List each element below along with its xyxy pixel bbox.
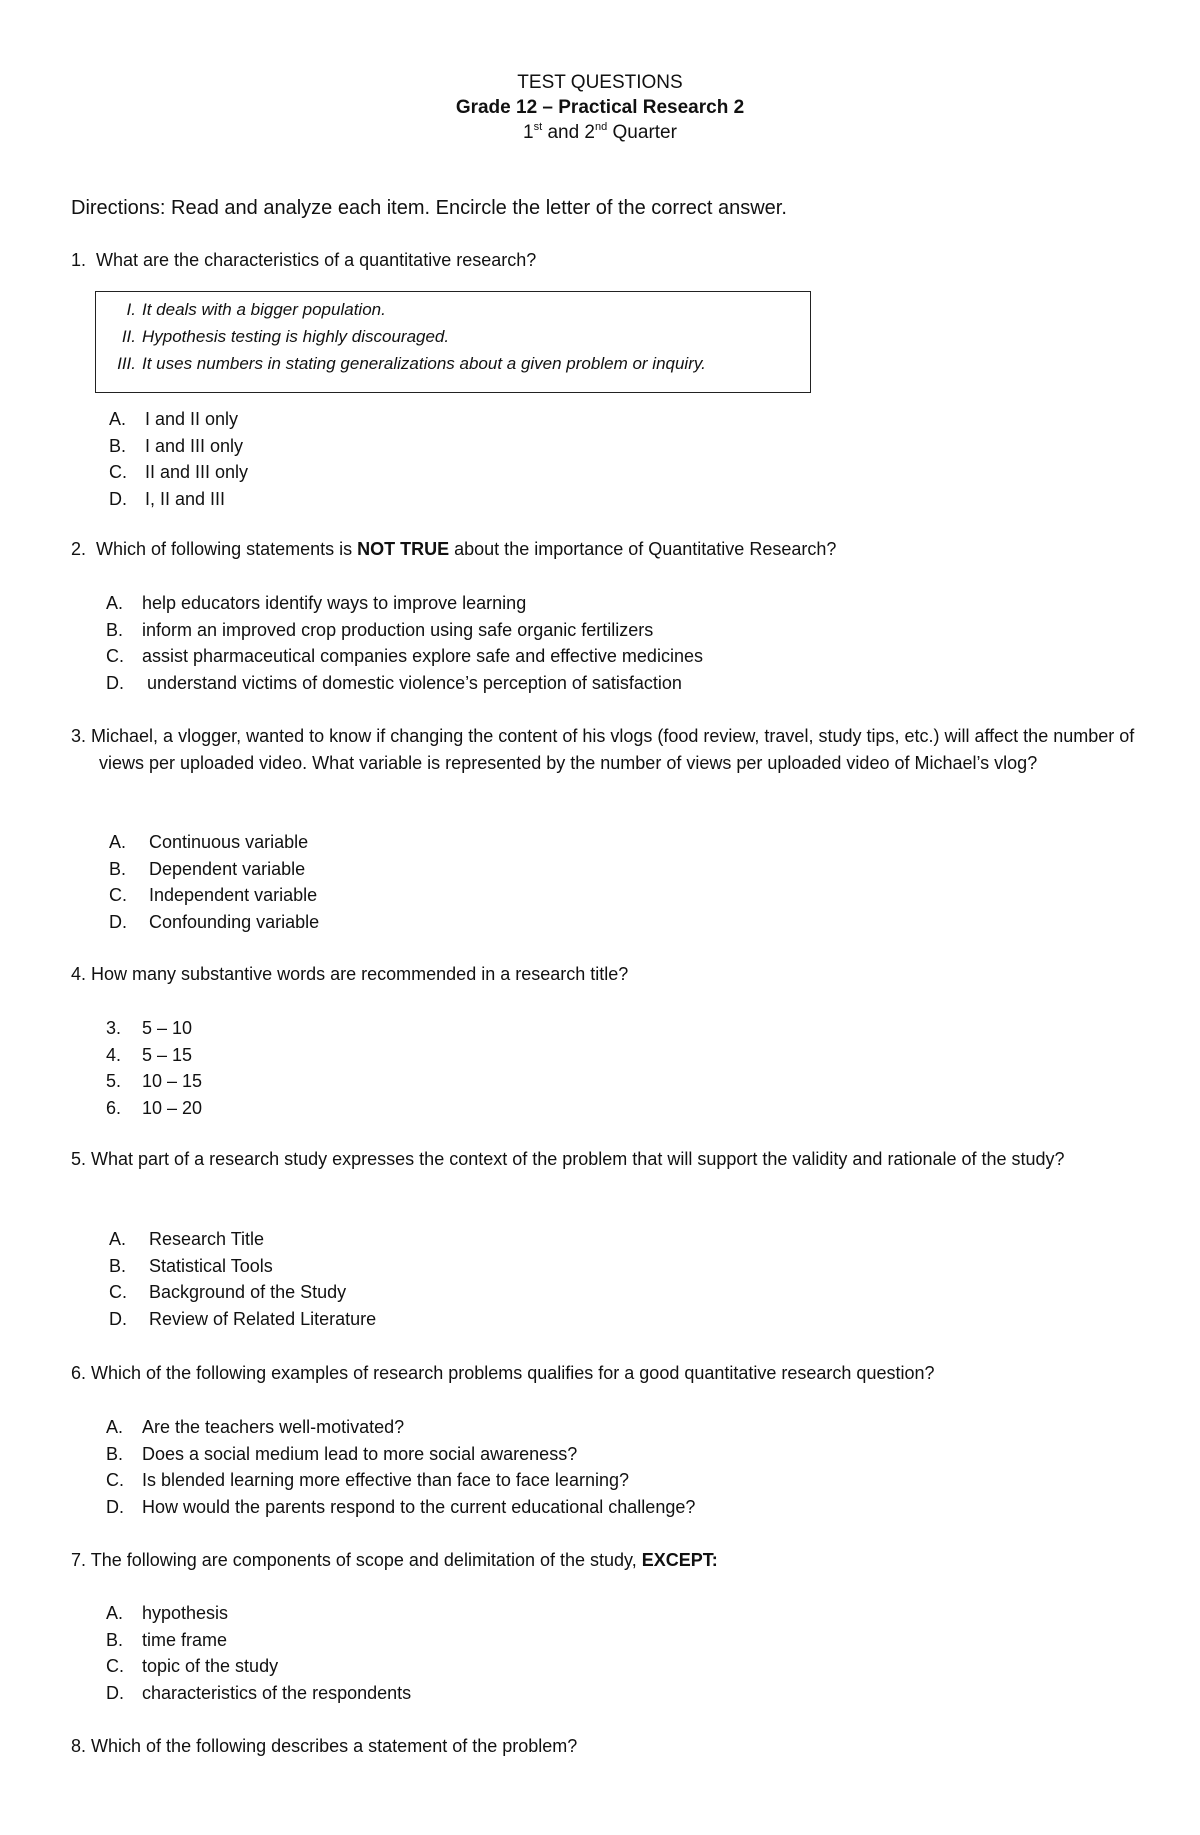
option-c[interactable]: C. II and III only	[109, 462, 249, 483]
q5-options	[109, 1226, 376, 1332]
option-c[interactable]: C. assist pharmaceutical companies explore safe and effective medicines	[106, 646, 703, 667]
option-b[interactable]: B. time frame	[106, 1629, 228, 1650]
test-subtitle: Grade 12 – Practical Research 2	[455, 97, 745, 118]
option-a[interactable]: A. I and II only	[109, 409, 239, 429]
option-4[interactable]: 4. 5 – 15	[106, 1044, 193, 1065]
option-c[interactable]: C. Is blended learning more effective than face to face learning?	[106, 1470, 629, 1491]
option-6[interactable]: 6. 10 – 20	[106, 1097, 203, 1118]
option-d[interactable]: D. characteristics of the respondents	[106, 1682, 412, 1703]
statement-item: III. It uses numbers in stating generalizations about a given problem or inquiry.	[117, 354, 706, 373]
option-d[interactable]: D. understand victims of domestic violence’s perception of satisfaction	[106, 672, 682, 693]
q6-options	[106, 1414, 695, 1520]
option-d[interactable]: D. Review of Related Literature	[109, 1308, 377, 1329]
question-8: 8. Which of the following describes a statement of the problem?	[71, 1736, 578, 1756]
question-4: 4. How many substantive words are recommended in a research title?	[71, 964, 629, 984]
option-a[interactable]: A. Research Title	[109, 1229, 265, 1249]
option-d[interactable]: D. I, II and III	[109, 488, 226, 509]
question-5: 5. What part of a research study expresses the context of the problem that will support the validity and rationale of the study?	[71, 1149, 1065, 1169]
question-6: 6. Which of the following examples of research problems qualifies for a good quantitative research question?	[71, 1363, 935, 1383]
statement-item: II. Hypothesis testing is highly discouraged.	[121, 327, 450, 346]
option-c[interactable]: C. Background of the Study	[109, 1282, 347, 1303]
option-b[interactable]: B. inform an improved crop production using safe organic fertilizers	[106, 619, 654, 640]
option-d[interactable]: D. How would the parents respond to the current educational challenge?	[106, 1496, 696, 1517]
directions: Directions: Read and analyze each item. Encircle the letter of the correct answer.	[71, 197, 787, 219]
option-b[interactable]: B. I and III only	[109, 435, 244, 456]
q1-options	[109, 406, 248, 512]
statement-item: I. It deals with a bigger population.	[126, 300, 386, 319]
question-2: 2. Which of following statements is NOT TRUE about the importance of Quantitative Research?	[71, 539, 837, 559]
option-5[interactable]: 5. 10 – 15	[106, 1071, 203, 1092]
question-7: 7. The following are components of scope and delimitation of the study, EXCEPT:	[71, 1550, 718, 1570]
q7-options	[106, 1600, 411, 1706]
option-b[interactable]: B. Does a social medium lead to more social awareness?	[106, 1443, 578, 1464]
question-1: 1. What are the characteristics of a quantitative research?	[71, 250, 537, 270]
q4-options	[106, 1015, 202, 1121]
test-title: TEST QUESTIONS	[517, 72, 683, 93]
option-c[interactable]: C. Independent variable	[109, 885, 318, 906]
option-a[interactable]: A. Continuous variable	[109, 832, 309, 852]
option-c[interactable]: C. topic of the study	[106, 1656, 279, 1677]
statement-box	[95, 291, 811, 393]
option-a[interactable]: A. help educators identify ways to improve learning	[106, 593, 527, 613]
option-3[interactable]: 3. 5 – 10	[106, 1018, 193, 1038]
question-3: 3. Michael, a vlogger, wanted to know if changing the content of his vlogs (food review, travel, study tips, etc.) will affect the number of views per uploaded video. What variable is represented by the number of views per uploaded video of Michael’s vlog?	[71, 726, 1135, 773]
option-a[interactable]: A. Are the teachers well-motivated?	[106, 1417, 405, 1437]
option-d[interactable]: D. Confounding variable	[109, 911, 320, 932]
option-b[interactable]: B. Dependent variable	[109, 858, 306, 879]
option-b[interactable]: B. Statistical Tools	[109, 1255, 273, 1276]
q2-options	[106, 590, 703, 696]
option-a[interactable]: A. hypothesis	[106, 1603, 229, 1623]
q3-options	[109, 829, 319, 935]
quarter-line: 1st and 2nd Quarter	[523, 120, 677, 143]
